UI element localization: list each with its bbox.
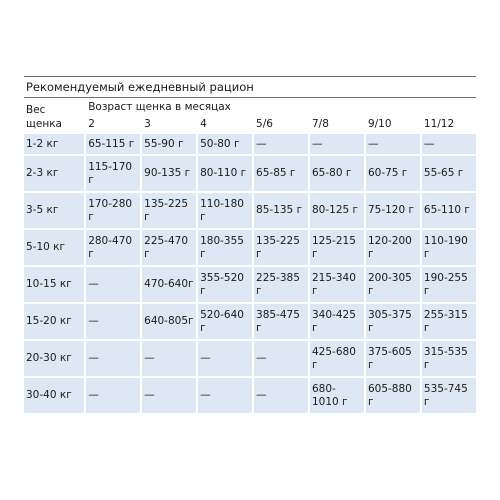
portion-cell: —	[86, 267, 140, 302]
portion-cell: 315-535 г	[422, 341, 476, 376]
table-row	[24, 193, 476, 228]
portion-cell: 55-65 г	[422, 156, 476, 191]
weight-cell: 15-20 кг	[24, 304, 84, 339]
portion-cell: —	[422, 134, 476, 154]
portion-cell: 375-605 г	[366, 341, 420, 376]
age-header: Возраст щенка в месяцах	[86, 100, 476, 115]
portion-cell: 135-225 г	[142, 193, 196, 228]
portion-cell: 280-470 г	[86, 230, 140, 265]
table-title: Рекомендуемый ежедневный рацион	[24, 76, 476, 98]
portion-cell: 385-475 г	[254, 304, 308, 339]
portion-cell: 640-805г	[142, 304, 196, 339]
portion-cell: 340-425 г	[310, 304, 364, 339]
portion-cell: 85-135 г	[254, 193, 308, 228]
portion-cell: 65-85 г	[254, 156, 308, 191]
weight-cell: 5-10 кг	[24, 230, 84, 265]
weight-cell: 2-3 кг	[24, 156, 84, 191]
month-header-row	[24, 117, 476, 132]
portion-cell: 75-120 г	[366, 193, 420, 228]
portion-cell: —	[310, 134, 364, 154]
portion-cell: 225-470 г	[142, 230, 196, 265]
portion-cell: 305-375 г	[366, 304, 420, 339]
portion-cell: —	[254, 134, 308, 154]
table-row	[24, 341, 476, 376]
portion-cell: 80-110 г	[198, 156, 252, 191]
month-header: 4	[198, 117, 252, 132]
portion-cell: 65-110 г	[422, 193, 476, 228]
portion-cell: 605-880 г	[366, 378, 420, 413]
table-row	[24, 134, 476, 154]
weight-cell: 3-5 кг	[24, 193, 84, 228]
portion-cell: 110-180 г	[198, 193, 252, 228]
month-header: 9/10	[366, 117, 420, 132]
table-row	[24, 267, 476, 302]
portion-cell: —	[366, 134, 420, 154]
portion-cell: —	[142, 378, 196, 413]
portion-cell: 225-385 г	[254, 267, 308, 302]
table-body	[24, 134, 476, 413]
portion-cell: 355-520 г	[198, 267, 252, 302]
month-header: 2	[86, 117, 140, 132]
portion-cell: 50-80 г	[198, 134, 252, 154]
portion-cell: 200-305 г	[366, 267, 420, 302]
portion-cell: —	[198, 378, 252, 413]
table-row	[24, 378, 476, 413]
portion-cell: —	[254, 378, 308, 413]
weight-cell: 20-30 кг	[24, 341, 84, 376]
table-row	[24, 230, 476, 265]
portion-cell: 170-280 г	[86, 193, 140, 228]
portion-cell: —	[86, 304, 140, 339]
month-header: 5/6	[254, 117, 308, 132]
portion-cell: 520-640 г	[198, 304, 252, 339]
portion-cell: —	[86, 378, 140, 413]
weight-cell: 10-15 кг	[24, 267, 84, 302]
portion-cell: 190-255 г	[422, 267, 476, 302]
month-header: 7/8	[310, 117, 364, 132]
portion-cell: 110-190 г	[422, 230, 476, 265]
month-header: 3	[142, 117, 196, 132]
month-header: 11/12	[422, 117, 476, 132]
portion-cell: 120-200 г	[366, 230, 420, 265]
portion-cell: 65-80 г	[310, 156, 364, 191]
portion-cell: 65-115 г	[86, 134, 140, 154]
portion-cell: 215-340 г	[310, 267, 364, 302]
portion-cell: —	[86, 341, 140, 376]
portion-cell: 55-90 г	[142, 134, 196, 154]
portion-cell: 60-75 г	[366, 156, 420, 191]
portion-cell: 90-135 г	[142, 156, 196, 191]
portion-cell: 125-215 г	[310, 230, 364, 265]
portion-cell: —	[198, 341, 252, 376]
portion-cell: 680-1010 г	[310, 378, 364, 413]
portion-cell: 135-225 г	[254, 230, 308, 265]
table-row	[24, 304, 476, 339]
portion-cell: 180-355 г	[198, 230, 252, 265]
portion-cell: 80-125 г	[310, 193, 364, 228]
portion-cell: —	[254, 341, 308, 376]
portion-cell: 470-640г	[142, 267, 196, 302]
portion-cell: 255-315 г	[422, 304, 476, 339]
weight-cell: 30-40 кг	[24, 378, 84, 413]
portion-cell: 425-680 г	[310, 341, 364, 376]
portion-cell: 115-170 г	[86, 156, 140, 191]
table-row	[24, 156, 476, 191]
feeding-table	[22, 98, 478, 415]
portion-cell: —	[142, 341, 196, 376]
weight-column-header: Вес щенка	[24, 100, 84, 132]
weight-cell: 1-2 кг	[24, 134, 84, 154]
feeding-table-container	[24, 76, 476, 415]
portion-cell: 535-745 г	[422, 378, 476, 413]
